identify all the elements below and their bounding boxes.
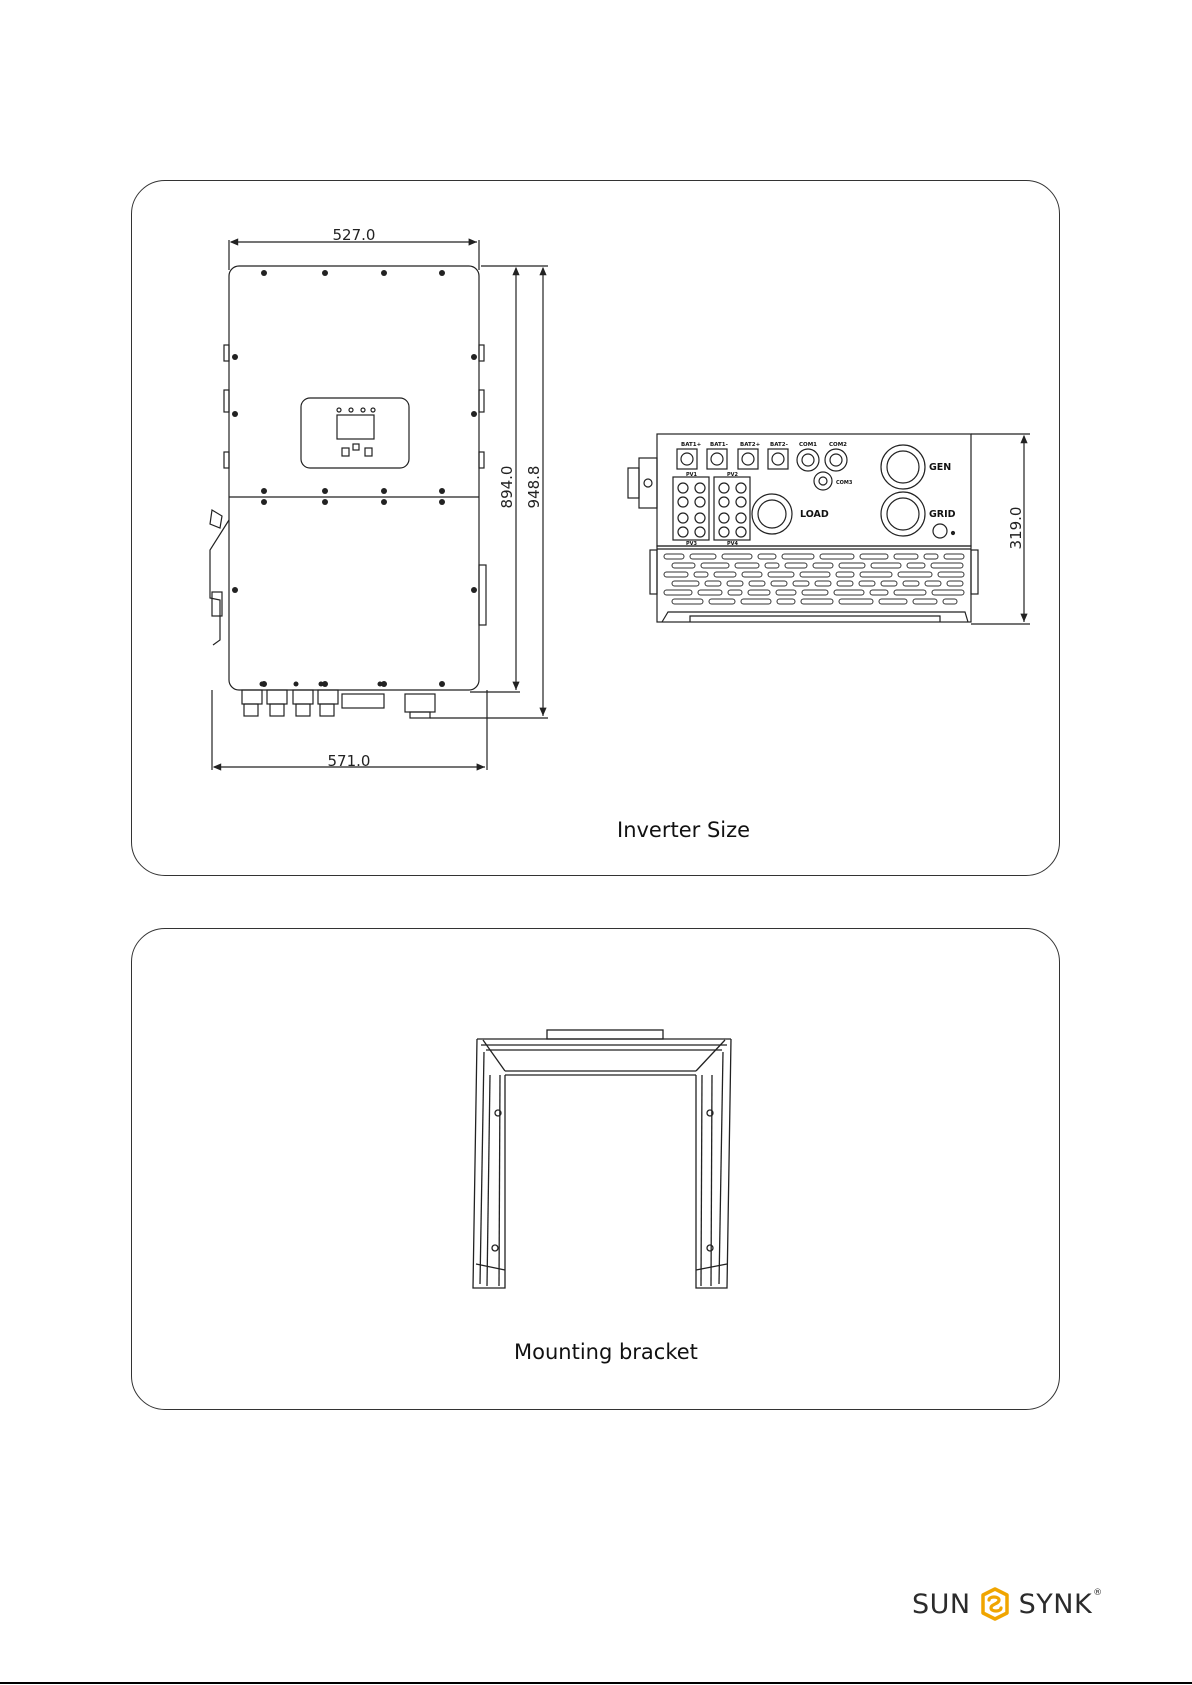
vent-slot xyxy=(672,581,699,586)
vent-slot xyxy=(859,581,875,586)
vent-slot xyxy=(800,572,830,577)
vent-slot xyxy=(925,581,941,586)
vent-slot xyxy=(664,572,688,577)
vent-slot xyxy=(728,590,742,595)
label-bat2-neg: BAT2- xyxy=(770,442,788,448)
label-pv1: PV1 xyxy=(686,472,698,478)
vent-slot xyxy=(839,563,865,568)
label-bat1-pos: BAT1+ xyxy=(681,442,702,448)
label-bat1-neg: BAT1- xyxy=(710,442,728,448)
vent-slot xyxy=(694,572,708,577)
vent-slot xyxy=(894,590,926,595)
vent-slot xyxy=(709,599,735,604)
label-grid: GRID xyxy=(929,509,956,520)
vent-slot xyxy=(839,599,873,604)
vent-slot xyxy=(690,554,716,559)
vent-slot xyxy=(903,581,919,586)
vent-slot xyxy=(924,554,938,559)
vent-slot xyxy=(742,572,762,577)
vent-slot xyxy=(860,554,888,559)
vent-slot xyxy=(672,563,695,568)
vent-slot xyxy=(698,590,722,595)
dim-height-body: 894.0 xyxy=(498,465,516,509)
vent-slot xyxy=(813,563,833,568)
vent-slot xyxy=(793,581,809,586)
vent-slot xyxy=(748,590,770,595)
vent-slot xyxy=(836,572,854,577)
dim-height-overall: 948.8 xyxy=(525,465,543,509)
vent-slot xyxy=(898,572,932,577)
ventilation-grill xyxy=(664,554,964,604)
label-pv4: PV4 xyxy=(727,541,739,547)
vent-slot xyxy=(938,572,964,577)
vent-slot xyxy=(947,581,963,586)
vent-slot xyxy=(714,572,736,577)
vent-slot xyxy=(944,554,964,559)
vent-slot xyxy=(776,590,796,595)
vent-slot xyxy=(871,563,901,568)
registered-mark: ® xyxy=(1093,1588,1103,1598)
sunsynk-logo-icon xyxy=(977,1586,1013,1622)
vent-slot xyxy=(664,590,692,595)
vent-slot xyxy=(705,581,721,586)
dim-width-overall: 571.0 xyxy=(327,752,371,770)
vent-slot xyxy=(815,581,831,586)
vent-slot xyxy=(701,563,729,568)
vent-slot xyxy=(664,554,684,559)
vent-slot xyxy=(879,599,907,604)
sunsynk-logo xyxy=(912,1584,1103,1624)
vent-slot xyxy=(870,590,888,595)
vent-slot xyxy=(932,590,964,595)
vent-slot xyxy=(782,554,814,559)
vent-slot xyxy=(913,599,937,604)
vent-slot xyxy=(931,563,963,568)
vent-slot xyxy=(741,599,771,604)
vent-slot xyxy=(820,554,854,559)
vent-slot xyxy=(727,581,743,586)
vent-slot xyxy=(907,563,925,568)
vent-slot xyxy=(802,590,828,595)
mounting-bracket-caption: Mounting bracket xyxy=(514,1340,698,1364)
vent-slot xyxy=(758,554,776,559)
label-pv3: PV3 xyxy=(686,541,698,547)
vent-slot xyxy=(672,599,703,604)
dim-width-front: 527.0 xyxy=(332,226,376,244)
label-pv2: PV2 xyxy=(727,472,739,478)
vent-slot xyxy=(722,554,752,559)
vent-slot xyxy=(771,581,787,586)
vent-slot xyxy=(943,599,957,604)
label-gen: GEN xyxy=(929,462,952,473)
vent-slot xyxy=(894,554,918,559)
vent-slot xyxy=(735,563,759,568)
vent-slot xyxy=(881,581,897,586)
mounting-bracket-drawing xyxy=(473,1030,731,1288)
label-load: LOAD xyxy=(800,509,829,520)
logo-text-synk: SYNK xyxy=(1018,1588,1093,1620)
vent-slot xyxy=(837,581,853,586)
label-com3: COM3 xyxy=(836,480,853,486)
label-bat2-pos: BAT2+ xyxy=(740,442,761,448)
label-com1: COM1 xyxy=(799,442,818,448)
vent-slot xyxy=(777,599,795,604)
label-com2: COM2 xyxy=(829,442,848,448)
vent-slot xyxy=(860,572,892,577)
vent-slot xyxy=(768,572,794,577)
vent-slot xyxy=(785,563,807,568)
vent-slot xyxy=(801,599,833,604)
inverter-size-caption: Inverter Size xyxy=(617,818,751,842)
dim-depth: 319.0 xyxy=(1007,506,1025,550)
vent-slot xyxy=(749,581,765,586)
logo-text-sun: SUN xyxy=(912,1588,971,1620)
vent-slot xyxy=(834,590,864,595)
vent-slot xyxy=(765,563,779,568)
